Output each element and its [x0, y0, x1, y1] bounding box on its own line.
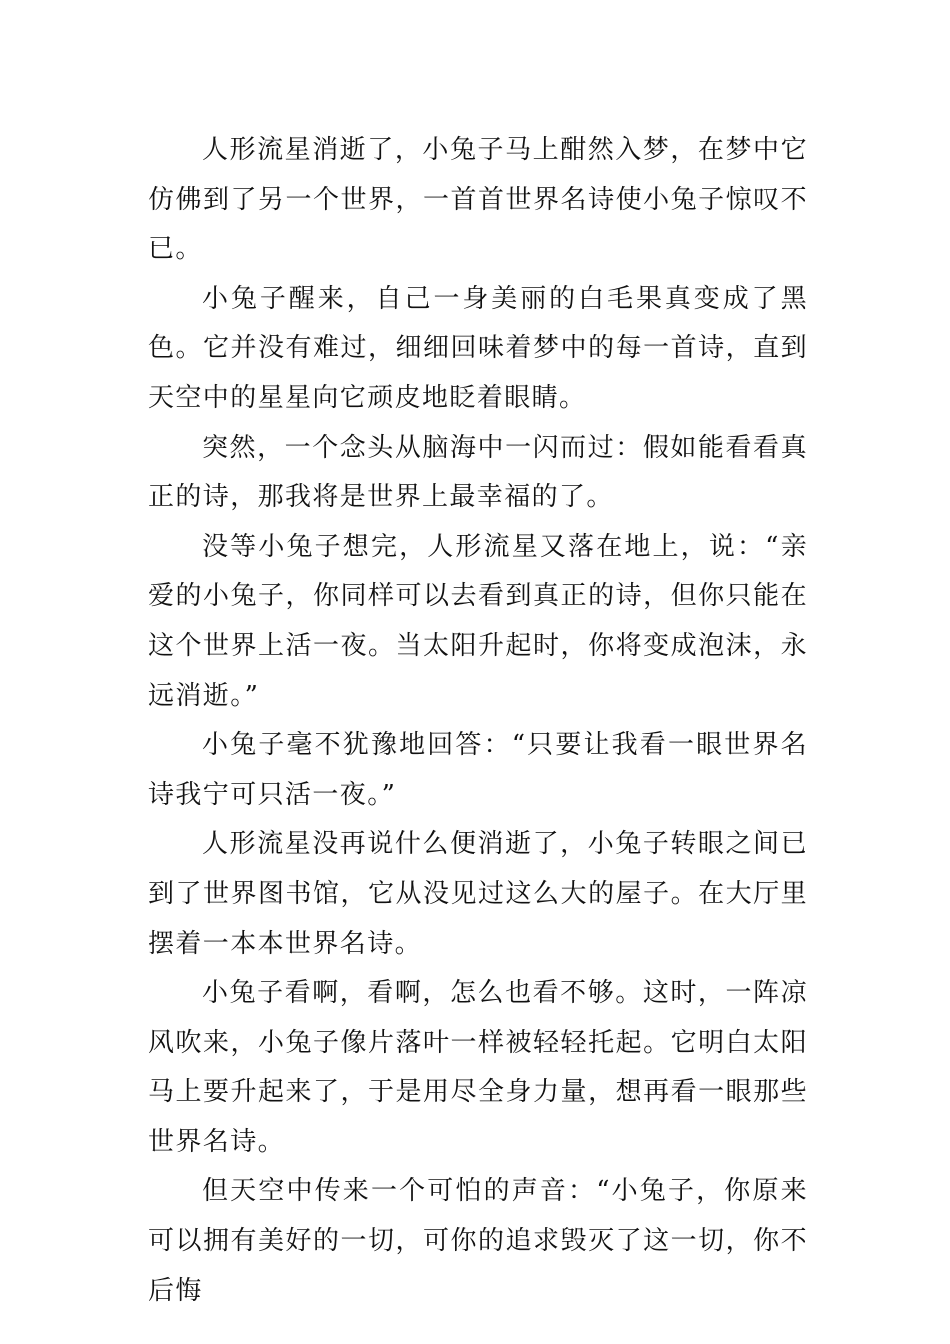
paragraph-8: 但天空中传来一个可怕的声音：“小兔子，你原来可以拥有美好的一切，可你的追求毁灭了这一切，你不后悔 — [148, 1176, 808, 1306]
paragraph-4: 没等小兔子想完，人形流星又落在地上，说：“亲爱的小兔子，你同样可以去看到真正的诗，但你只能在这个世界上活一夜。当太阳升起时，你将变成泡沫，永远消逝。” — [148, 531, 808, 711]
paragraph-5: 小兔子毫不犹豫地回答：“只要让我看一眼世界名诗我宁可只活一夜。” — [148, 730, 808, 810]
story-text — [148, 126, 808, 1316]
paragraph-3: 突然，一个念头从脑海中一闪而过：假如能看看真正的诗，那我将是世界上最幸福的了。 — [148, 432, 808, 513]
paragraph-7: 小兔子看啊，看啊，怎么也看不够。这时，一阵凉风吹来，小兔子像片落叶一样被轻轻托起。它明白太阳马上要升起来了，于是用尽全身力量，想再看一眼那些世界名诗。 — [148, 978, 808, 1157]
paragraph-6: 人形流星没再说什么便消逝了，小兔子转眼之间已到了世界图书馆，它从没见过这么大的屋子。在大厅里摆着一本本世界名诗。 — [148, 829, 808, 959]
paragraph-2: 小兔子醒来，自己一身美丽的白毛果真变成了黑色。它并没有难过，细细回味着梦中的每一首诗，直到天空中的星星向它顽皮地眨着眼睛。 — [148, 283, 808, 413]
paragraph-1: 人形流星消逝了，小兔子马上酣然入梦，在梦中它仿佛到了另一个世界，一首首世界名诗使小兔子惊叹不已。 — [148, 135, 808, 265]
